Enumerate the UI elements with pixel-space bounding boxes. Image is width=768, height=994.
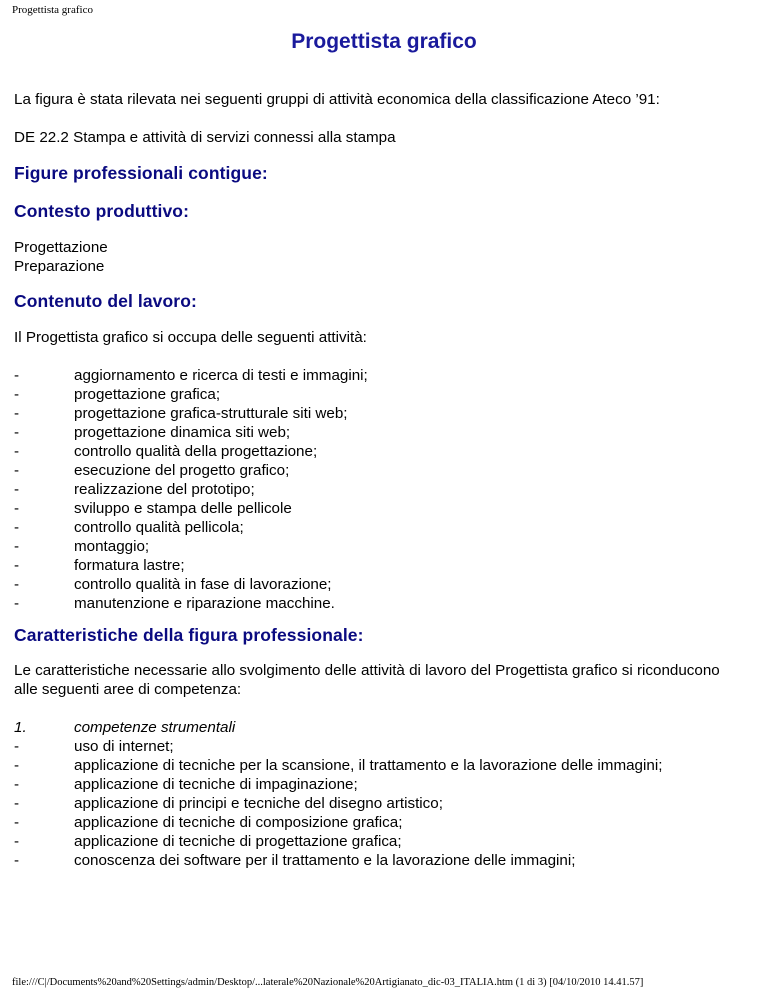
heading-contesto-produttivo: Contesto produttivo: — [14, 201, 190, 221]
document-body — [14, 90, 744, 870]
list-item: - applicazione di principi e tecniche del disegno artistico; — [14, 795, 443, 812]
heading-caratteristiche: Caratteristiche della figura professionale: — [14, 625, 364, 645]
contesto-item: Progettazione — [14, 239, 108, 256]
page-title: Progettista grafico — [291, 30, 477, 53]
list-item: - controllo qualità della progettazione; — [14, 443, 318, 460]
heading-contenuto-lavoro: Contenuto del lavoro: — [14, 291, 197, 311]
list-item: - sviluppo e stampa delle pellicole — [14, 500, 292, 517]
list-item: - aggiornamento e ricerca di testi e immagini; — [14, 367, 368, 384]
heading-figure-contigue: Figure professionali contigue: — [14, 163, 268, 183]
list-item: - realizzazione del prototipo; — [14, 481, 255, 498]
contenuto-intro: Il Progettista grafico si occupa delle seguenti attività: — [14, 329, 367, 346]
list-item: - formatura lastre; — [14, 557, 185, 574]
ateco-paragraph: DE 22.2 Stampa e attività di servizi connessi alla stampa — [14, 129, 396, 146]
contesto-list — [14, 238, 744, 276]
list-item: - applicazione di tecniche per la scansione, il trattamento e la lavorazione delle immagini; — [14, 757, 663, 774]
list-item: - progettazione grafica; — [14, 386, 221, 403]
list-item: - controllo qualità in fase di lavorazione; — [14, 576, 332, 593]
browser-page-title: Progettista grafico — [12, 4, 93, 16]
competenze-number: 1. — [14, 719, 27, 736]
list-item: - applicazione di tecniche di composizione grafica; — [14, 814, 403, 831]
competenze-heading: 1. competenze strumentali — [14, 719, 236, 736]
list-item: - uso di internet; — [14, 738, 174, 755]
intro-paragraph: La figura è stata rilevata nei seguenti gruppi di attività economica della classificazione Ateco ’91: — [14, 91, 660, 108]
list-item: - esecuzione del progetto grafico; — [14, 462, 290, 479]
list-item: - conoscenza dei software per il trattamento e la lavorazione delle immagini; — [14, 852, 576, 869]
list-item: - progettazione grafica-strutturale siti web; — [14, 405, 348, 422]
list-item: - progettazione dinamica siti web; — [14, 424, 291, 441]
activities-list — [14, 366, 744, 613]
list-item: - applicazione di tecniche di impaginazione; — [14, 776, 358, 793]
list-item: - manutenzione e riparazione macchine. — [14, 595, 335, 612]
list-item: - controllo qualità pellicola; — [14, 519, 244, 536]
list-item: - montaggio; — [14, 538, 150, 555]
file-path-footer: file:///C|/Documents%20and%20Settings/admin/Desktop/...laterale%20Nazionale%20Artigianato_dic-03_ITALIA.htm (1 di 3) [04/10/2010 14.41.57] — [12, 977, 644, 988]
list-item: - applicazione di tecniche di progettazione grafica; — [14, 833, 402, 850]
contesto-item: Preparazione — [14, 258, 105, 275]
caratteristiche-intro: Le caratteristiche necessarie allo svolgimento delle attività di lavoro del Progettista grafico si riconducono alle seguenti aree di competenza: — [14, 662, 720, 698]
competenze-list — [14, 737, 744, 870]
